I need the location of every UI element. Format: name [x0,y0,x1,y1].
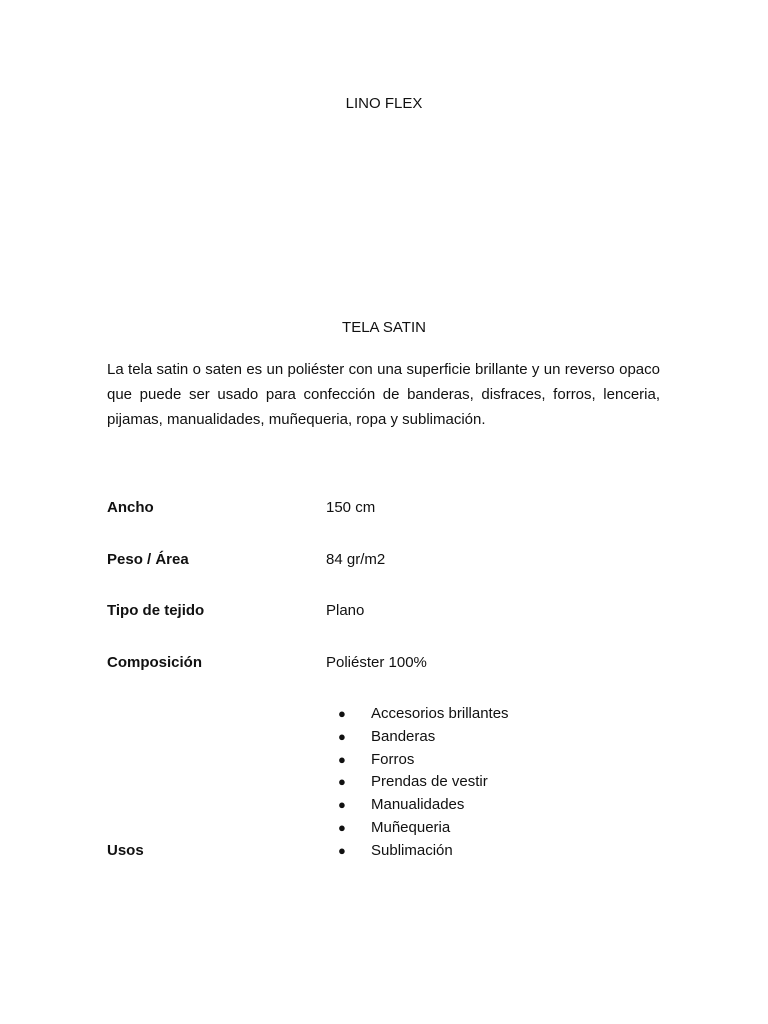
use-item-label: Banderas [371,727,436,745]
use-item-label: Muñequeria [371,818,451,836]
list-item [336,840,509,863]
section-title: TELA SATIN [342,319,426,336]
list-item [336,749,509,772]
spec-label-usos: Usos [107,842,144,859]
spec-label-tipo-tejido: Tipo de tejido [107,602,205,619]
list-item [336,703,509,726]
use-item-label: Forros [371,750,415,768]
uses-list [336,703,509,863]
spec-label-composicion: Composición [107,654,203,671]
bullet-icon: ● [338,797,346,813]
spec-value-ancho: 150 cm [326,499,376,516]
bullet-icon: ● [338,842,346,858]
document-title: LINO FLEX [345,95,423,112]
bullet-icon: ● [338,774,346,790]
spec-value-peso: 84 gr/m2 [326,551,386,568]
use-item-label: Sublimación [371,841,453,859]
bullet-icon: ● [338,751,346,767]
list-item [336,794,509,817]
list-item [336,817,509,840]
spec-label-ancho: Ancho [107,499,154,516]
bullet-icon: ● [338,819,346,835]
bullet-icon: ● [338,706,346,721]
bullet-icon: ● [338,728,346,744]
list-item [336,771,509,794]
list-item [336,726,509,749]
use-item-label: Prendas de vestir [371,773,488,791]
use-item-label: Accesorios brillantes [371,705,509,722]
spec-value-tipo-tejido: Plano [326,602,365,619]
intro-paragraph: La tela satin o saten es un poliéster con una superficie brillante y un reverso opaco que puede ser usado para confección de banderas, disfraces, forros, lenceria, pijamas, manualidades, muñequeria, ropa y sublimación. [107,361,660,428]
spec-label-peso: Peso / Área [107,551,189,568]
use-item-label: Manualidades [371,796,465,814]
spec-value-composicion: Poliéster 100% [326,654,427,671]
